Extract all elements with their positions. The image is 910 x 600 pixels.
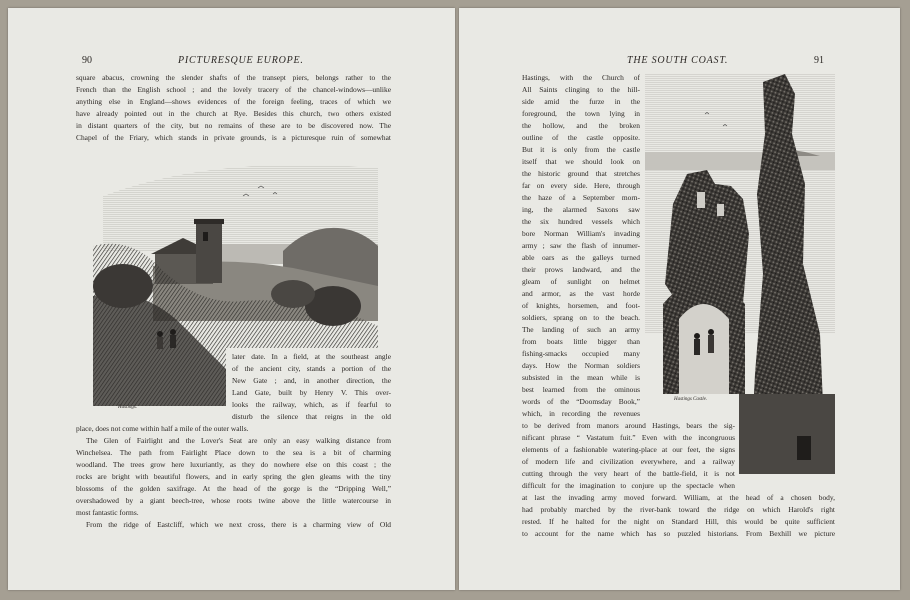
- text-line: subsisted in the mean while is: [522, 373, 640, 382]
- text-line: overshadowed by a giant beech-tree, whose roots twine above the little watercourse in: [76, 496, 391, 505]
- running-head: THE SOUTH COAST.: [627, 55, 729, 66]
- text-line: from boats little bigger than: [522, 337, 640, 346]
- text-line: anything else in England—shows evidences of the foreign feeling, traces of which we: [76, 97, 391, 106]
- text-line: side amid the furze in the: [522, 97, 640, 106]
- text-line: later date. In a field, at the southeast angle: [232, 352, 391, 361]
- text-line: the haze of a September morn-: [522, 193, 640, 202]
- illustration-caption: Hastings.: [118, 405, 138, 410]
- running-head: PICTURESQUE EUROPE.: [178, 55, 304, 66]
- right-page: [459, 8, 900, 590]
- text-line: fishing-smacks occupied many: [522, 349, 640, 358]
- text-line: cutting through the very heart of the battle-field, it is not: [522, 469, 735, 478]
- text-line: The Glen of Fairlight and the Lover's Seat are only an easy walking distance from: [86, 436, 391, 445]
- text-line: But it is only from the castle: [522, 145, 640, 154]
- text-line: foreground, the town lying in: [522, 109, 640, 118]
- text-line: looks the railway, which, as if fearful to: [232, 400, 391, 409]
- text-line: days. How the Norman soldiers: [522, 361, 640, 370]
- text-line: soldiers, sprang on to the beach.: [522, 313, 640, 322]
- text-line: Land Gate, built by Henry V. This over-: [232, 388, 391, 397]
- text-line: Winchelsea. The path from Fairlight Place down to the sea is a bit of charming: [76, 448, 391, 457]
- page-number: 91: [814, 55, 824, 66]
- text-line: Chapel of the Friary, which stands in private grounds, is a picturesque ruin of somewhat: [76, 133, 391, 142]
- text-line: Hastings, with the Church of: [522, 73, 640, 82]
- text-line: which, in recording the revenues: [522, 409, 640, 418]
- page-number: 90: [82, 55, 92, 66]
- text-line: the historic ground that stretches: [522, 169, 640, 178]
- text-line: New Gate ; and, in another direction, the: [232, 376, 391, 385]
- text-line: to be derived from manors around Hastings, bears the sig-: [522, 421, 735, 430]
- text-line: able oars as the galleys turned: [522, 253, 640, 262]
- text-line: of modern life and civilization everywhere, and a railway: [522, 457, 735, 466]
- text-line: woodland. The trees grow here luxuriantly, as they do nowhere else on this coast ; the: [76, 460, 391, 469]
- text-line: at last the invading army moved forward. William, at the head of a chosen body,: [522, 493, 835, 502]
- text-line: itself that we should look on: [522, 157, 640, 166]
- text-line: most fantastic forms.: [76, 508, 139, 517]
- illustration-caption: Hastings Castle.: [674, 397, 708, 402]
- text-line: the hollow, and the broken: [522, 121, 640, 130]
- text-line: ing, the alarmed Saxons saw: [522, 205, 640, 214]
- text-line: rested. If he halted for the night on Standard Hill, this would be quite sufficient: [522, 517, 835, 526]
- text-line: words of the “Doomsday Book,”: [522, 397, 640, 406]
- text-line: blossoms of the golden saxifrage. At the head of the gorge is the “Dripping Well,”: [76, 484, 391, 493]
- text-line: best learned from the ominous: [522, 385, 640, 394]
- text-line: elements of a fashionable watering-place at our feet, the signs: [522, 445, 735, 454]
- text-line: French than the English school ; and the lovely tracery of the chancel-windows—unlike: [76, 85, 391, 94]
- text-line: their prows landward, and the: [522, 265, 640, 274]
- text-line: difficult for the imagination to conjure up the spectacle when: [522, 481, 735, 490]
- text-line: nificant phrase “ Vastatum fuit.” Even with the incongruous: [522, 433, 735, 442]
- text-line: outline of the castle opposite.: [522, 133, 640, 142]
- text-line: have already pointed out in the church at Rye. Besides this church, two others existed: [76, 109, 391, 118]
- text-line: disturb the silence that reigns in the old: [232, 412, 391, 421]
- text-line: to account for the name which has so puzzled historians. From Bexhill we picture: [522, 529, 835, 538]
- text-line: All Saints clinging to the hill-: [522, 85, 640, 94]
- text-line: and armor, as the vast horde: [522, 289, 640, 298]
- text-line: army ; saw the flash of innumer-: [522, 241, 640, 250]
- text-line: From the ridge of Eastcliff, which we next cross, there is a charming view of Old: [86, 520, 391, 529]
- text-line: in distant quarters of the city, but no remains of these are to be discovered now. The: [76, 121, 391, 130]
- left-page: [8, 8, 455, 590]
- text-line: square abacus, crowning the slender shafts of the transept piers, belongs rather to the: [76, 73, 391, 82]
- text-line: of the ancient city, stands a portion of the: [232, 364, 391, 373]
- text-line: far on every side. Here, through: [522, 181, 640, 190]
- text-line: the six hundred vessels which: [522, 217, 640, 226]
- text-line: had probably marched by the river-bank toward the ridge on which Harold's right: [522, 505, 835, 514]
- text-line: place, does not come within half a mile of the outer walls.: [76, 424, 249, 433]
- text-line: The landing of such an army: [522, 325, 640, 334]
- text-line: gleam of sunlight on helmet: [522, 277, 640, 286]
- text-line: rocks are bright with beautiful flowers, and in early spring the glen gleams with the tiny: [76, 472, 391, 481]
- text-line: bore Norman William's invading: [522, 229, 640, 238]
- text-line: of knights, horsemen, and foot-: [522, 301, 640, 310]
